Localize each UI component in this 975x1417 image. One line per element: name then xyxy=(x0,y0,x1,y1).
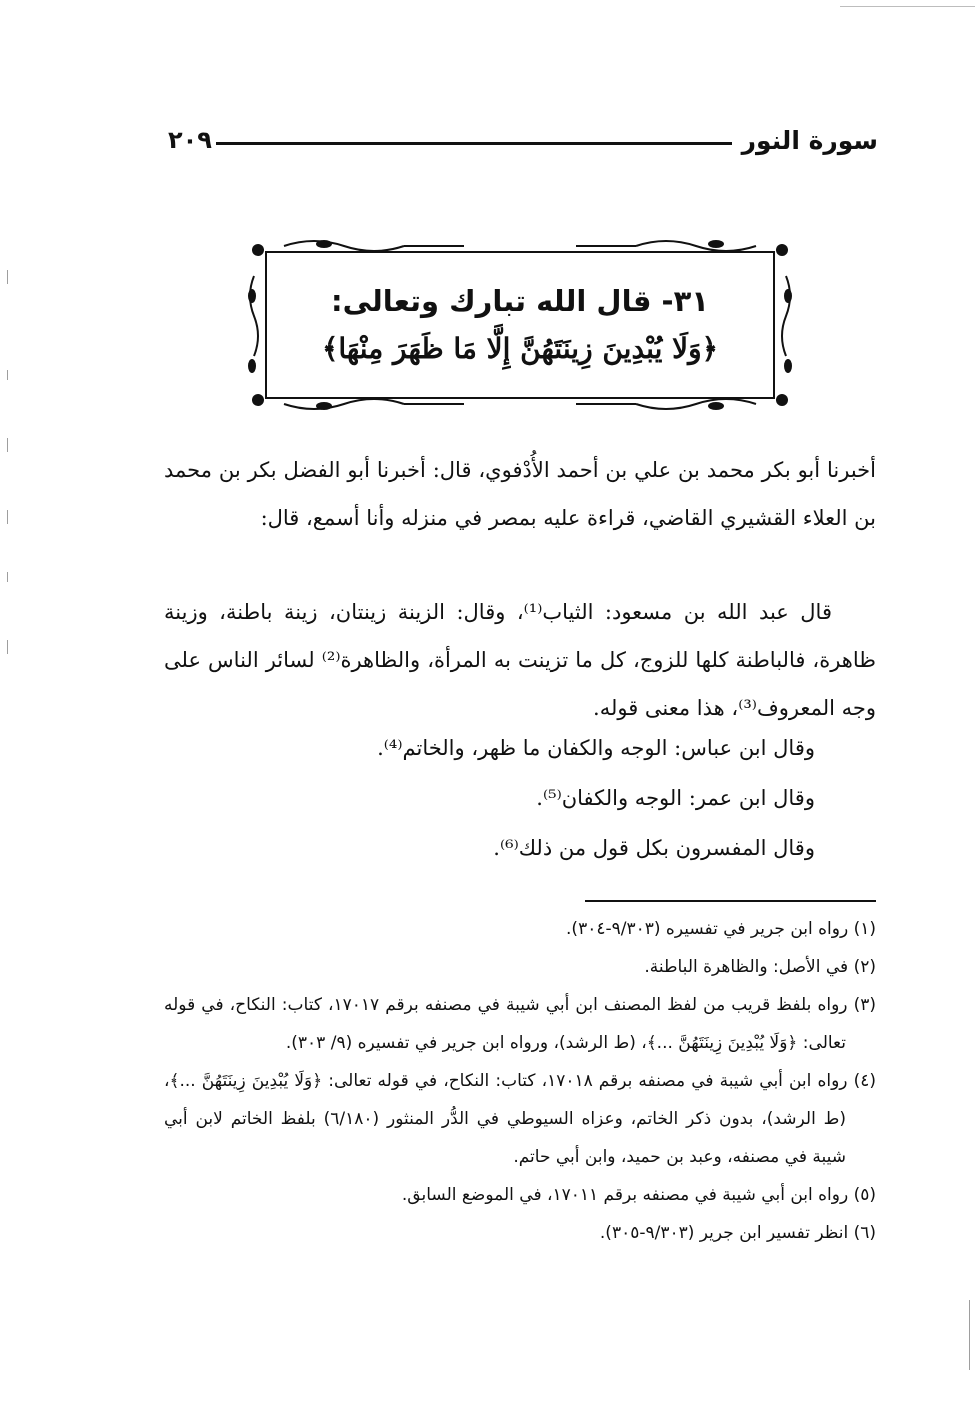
quran-verse: ﴿وَلَا يُبْدِينَ زِينَتَهُنَّ إِلَّا مَا ظَهَرَ مِنْهَا﴾ xyxy=(321,332,719,365)
ibn-umar-line: وقال ابن عمر: الوجه والكفان⁽⁵⁾. xyxy=(536,786,815,810)
footnote: (٢) في الأصل: والظاهرة الباطنة. xyxy=(644,957,876,977)
scan-margin-mark xyxy=(7,370,8,380)
scan-margin-mark xyxy=(7,572,8,582)
isnad-paragraph: أخبرنا أبو بكر محمد بن علي بن أحمد الأُدْفوي، قال: أخبرنا أبو الفضل بكر بن محمد بن العلاء القشيري القاضي، قراءة عليه بمصر في منزله وأنا أسمع، قال: xyxy=(164,458,876,530)
footnote: (٥) رواه ابن أبي شيبة في مصنفه برقم ١٧٠١١، في الموضع السابق. xyxy=(401,1185,876,1205)
scan-edge-line xyxy=(969,1300,970,1370)
verse-frame xyxy=(244,236,796,414)
ornamental-border xyxy=(244,236,796,414)
commentary-paragraph: قال عبد الله بن مسعود: الثياب⁽¹⁾، وقال: الزينة زينتان، زينة باطنة، وزينة ظاهرة، فالباطنة كلها للزوج، كل ما تزينت به المرأة، والظاهرة⁽²⁾ لسائر الناس على وجه المعروف⁽³⁾، هذا معنى قوله. xyxy=(164,600,876,720)
footnotes xyxy=(164,910,876,1252)
header-rule xyxy=(216,142,732,145)
running-header xyxy=(168,120,878,160)
footnote: (٤) رواه ابن أبي شيبة في مصنفه برقم ١٧٠١٨، كتاب: النكاح، في قوله تعالى: ﴿وَلَا يُبْدِينَ زِينَتَهُنَّ ...﴾، (ط الرشد)، بدون ذكر الخاتم، وعزاه السيوطي في الدُّر المنثور (٦/١٨٠) بلفظ الخاتم لابن أبي شيبة في مصنفه، وعبد بن حميد، وابن أبي حاتم. xyxy=(164,1071,877,1167)
scan-edge-line xyxy=(840,6,975,7)
footnote: (٣) رواه بلفظ قريب من لفظ المصنف ابن أبي شيبة في مصنفه برقم ١٧٠١٧، كتاب: النكاح، في قوله تعالى: ﴿وَلَا يُبْدِينَ زِينَتَهُنَّ ...﴾، (ط الرشد)، ورواه ابن جرير في تفسيره (٩/ ٣٠٣). xyxy=(164,995,876,1053)
verse-heading: ٣١- قال الله تبارك وتعالى: xyxy=(330,284,709,318)
footnote: (١) رواه ابن جرير في تفسيره (٩/٣٠٣-٣٠٤). xyxy=(566,919,876,939)
page-number: ٢٠٩ xyxy=(168,126,212,154)
scan-margin-mark xyxy=(7,510,8,524)
scan-margin-mark xyxy=(7,438,8,452)
footnote: (٦) انظر تفسير ابن جرير (٩/٣٠٣-٣٠٥). xyxy=(599,1223,876,1243)
scan-margin-mark xyxy=(7,640,8,654)
mufassirun-line: وقال المفسرون بكل قول من ذلك⁽⁶⁾. xyxy=(493,836,815,860)
footnote-separator xyxy=(585,900,876,902)
surah-name: سورة النور xyxy=(741,125,878,155)
scan-margin-mark xyxy=(7,270,8,284)
ibn-abbas-line: وقال ابن عباس: الوجه والكفان ما ظهر، والخاتم⁽⁴⁾. xyxy=(377,736,815,760)
